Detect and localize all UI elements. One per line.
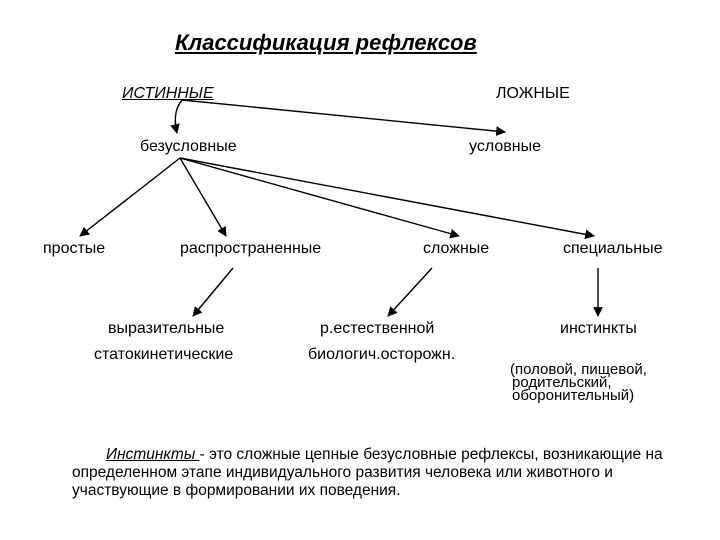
definition-text: - это сложные цепные безусловные рефлексы, возникающие на определенном этапе индивидуального развития человека или животного и участвующие в формировании их поведения. <box>72 446 663 499</box>
node-natural-reflex: р.естественной <box>320 320 435 337</box>
node-simple: простые <box>43 240 106 257</box>
arrow-true-to-conditioned <box>182 100 505 132</box>
node-instincts: инстинкты <box>560 320 637 337</box>
node-special: специальные <box>563 240 663 257</box>
node-unconditioned: безусловные <box>140 138 237 155</box>
arrow-unconditioned-to-complex <box>180 158 459 236</box>
instinct-types-line-3: оборонительный) <box>512 387 635 404</box>
node-widespread: распространенные <box>180 240 322 257</box>
node-statokinetic: статокинетические <box>94 346 234 363</box>
node-complex: сложные <box>423 240 490 257</box>
arrow-true-to-unconditioned <box>175 100 182 133</box>
node-expressive: выразительные <box>108 320 225 337</box>
arrow-complex-to-natural-reflex <box>388 268 432 316</box>
arrow-widespread-to-expressive <box>193 268 233 316</box>
instinct-types-line-2: родительский, <box>512 374 612 391</box>
arrow-unconditioned-to-widespread <box>180 158 226 236</box>
node-conditioned: условные <box>469 138 541 155</box>
arrow-unconditioned-to-simple <box>80 158 180 236</box>
node-true-reflexes: ИСТИННЫЕ <box>122 85 214 102</box>
node-false-reflexes: ЛОЖНЫЕ <box>496 85 570 102</box>
definition-term: Инстинкты <box>106 446 200 463</box>
instinct-definition <box>72 446 712 500</box>
page-title: Классификация рефлексов <box>175 30 477 55</box>
node-biological-caution: биологич.осторожн. <box>308 346 456 363</box>
instinct-types-line-1: (половой, пищевой, <box>510 361 647 378</box>
arrow-unconditioned-to-special <box>180 158 594 236</box>
